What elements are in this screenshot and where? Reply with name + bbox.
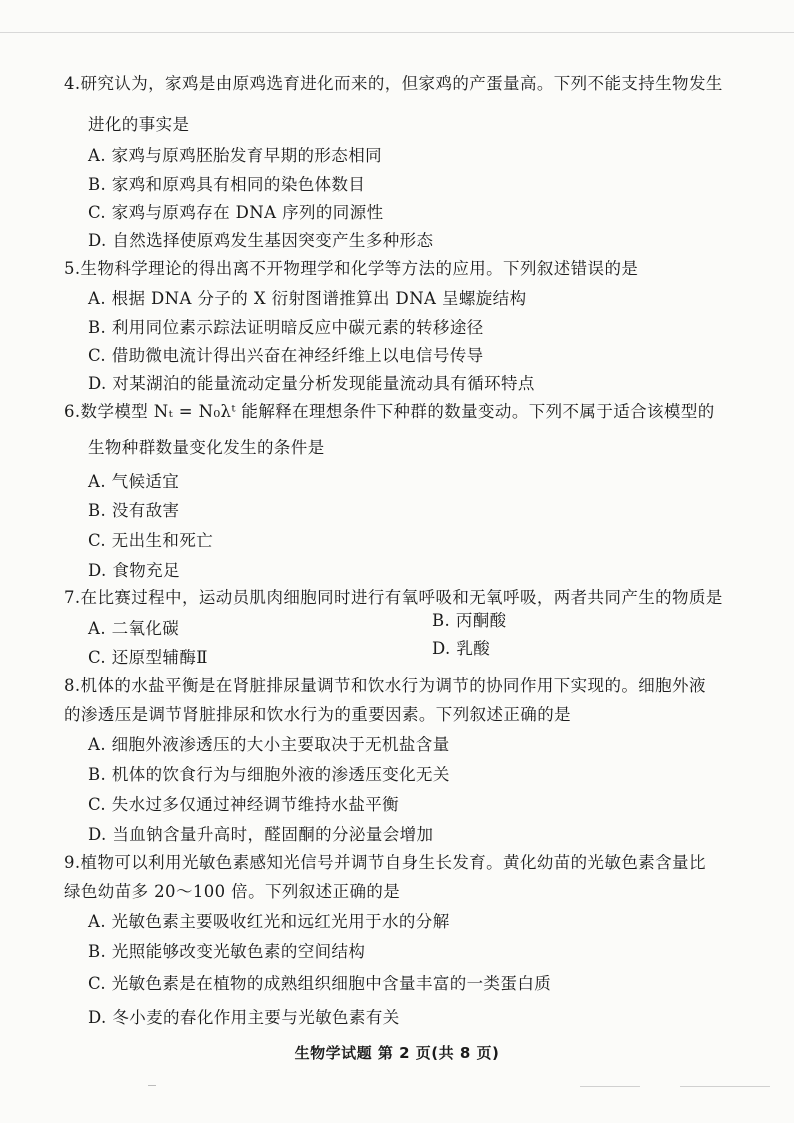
option-a: A. 光敏色素主要吸收红光和远红光用于水的分解	[88, 912, 450, 931]
scan-speck	[680, 1086, 770, 1087]
question-stem: 5.生物科学理论的得出离不开物理学和化学等方法的应用。下列叙述错误的是	[64, 259, 639, 278]
option-a: A. 根据 DNA 分子的 X 衍射图谱推算出 DNA 呈螺旋结构	[88, 289, 527, 308]
option-b: B. 丙酮酸	[432, 611, 507, 630]
option-c: C. 无出生和死亡	[88, 531, 214, 550]
question-stem-continued: 绿色幼苗多 20～100 倍。下列叙述正确的是	[64, 882, 401, 901]
scan-speck	[580, 1086, 640, 1087]
option-b: B. 光照能够改变光敏色素的空间结构	[88, 942, 366, 961]
question-stem: 4.研究认为，家鸡是由原鸡选育进化而来的，但家鸡的产蛋量高。下列不能支持生物发生	[64, 74, 723, 93]
option-c: C. 还原型辅酶Ⅱ	[88, 648, 208, 667]
option-c: C. 失水过多仅通过神经调节维持水盐平衡	[88, 795, 400, 814]
option-c: C. 光敏色素是在植物的成熟组织细胞中含量丰富的一类蛋白质	[88, 974, 552, 993]
question-stem: 9.植物可以利用光敏色素感知光信号并调节自身生长发育。黄化幼苗的光敏色素含量比	[64, 853, 706, 872]
question-stem: 7.在比赛过程中，运动员肌肉细胞同时进行有氧呼吸和无氧呼吸，两者共同产生的物质是	[64, 588, 723, 607]
option-d: D. 自然选择使原鸡发生基因突变产生多种形态	[88, 231, 434, 250]
page-top-edge	[0, 32, 794, 33]
option-b: B. 机体的饮食行为与细胞外液的渗透压变化无关	[88, 765, 450, 784]
option-a: A. 细胞外液渗透压的大小主要取决于无机盐含量	[88, 735, 450, 754]
option-d: D. 冬小麦的春化作用主要与光敏色素有关	[88, 1008, 400, 1027]
option-d: D. 当血钠含量升高时，醛固酮的分泌量会增加	[88, 825, 434, 844]
question-stem: 8.机体的水盐平衡是在肾脏排尿量调节和饮水行为调节的协同作用下实现的。细胞外液	[64, 676, 706, 695]
option-d: D. 对某湖泊的能量流动定量分析发现能量流动具有循环特点	[88, 374, 535, 393]
question-stem-continued: 生物种群数量变化发生的条件是	[88, 438, 325, 457]
question-stem-continued: 进化的事实是	[88, 115, 190, 134]
option-d: D. 乳酸	[432, 639, 491, 658]
page-footer: 生物学试题 第 2 页(共 8 页)	[294, 1044, 500, 1062]
option-a: A. 气候适宜	[88, 472, 180, 491]
option-d: D. 食物充足	[88, 561, 180, 580]
option-a: A. 二氧化碳	[88, 619, 180, 638]
question-stem: 6.数学模型 Nₜ = N₀λᵗ 能解释在理想条件下种群的数量变动。下列不属于适合该模型的	[64, 402, 715, 421]
option-a: A. 家鸡与原鸡胚胎发育早期的形态相同	[88, 146, 383, 165]
option-b: B. 利用同位素示踪法证明暗反应中碳元素的转移途径	[88, 318, 484, 337]
option-c: C. 家鸡与原鸡存在 DNA 序列的同源性	[88, 203, 384, 222]
question-stem-continued: 的渗透压是调节肾脏排尿和饮水行为的重要因素。下列叙述正确的是	[64, 705, 571, 724]
option-b: B. 家鸡和原鸡具有相同的染色体数目	[88, 175, 366, 194]
option-b: B. 没有敌害	[88, 501, 180, 520]
scan-speck	[148, 1085, 156, 1086]
option-c: C. 借助微电流计得出兴奋在神经纤维上以电信号传导	[88, 346, 484, 365]
